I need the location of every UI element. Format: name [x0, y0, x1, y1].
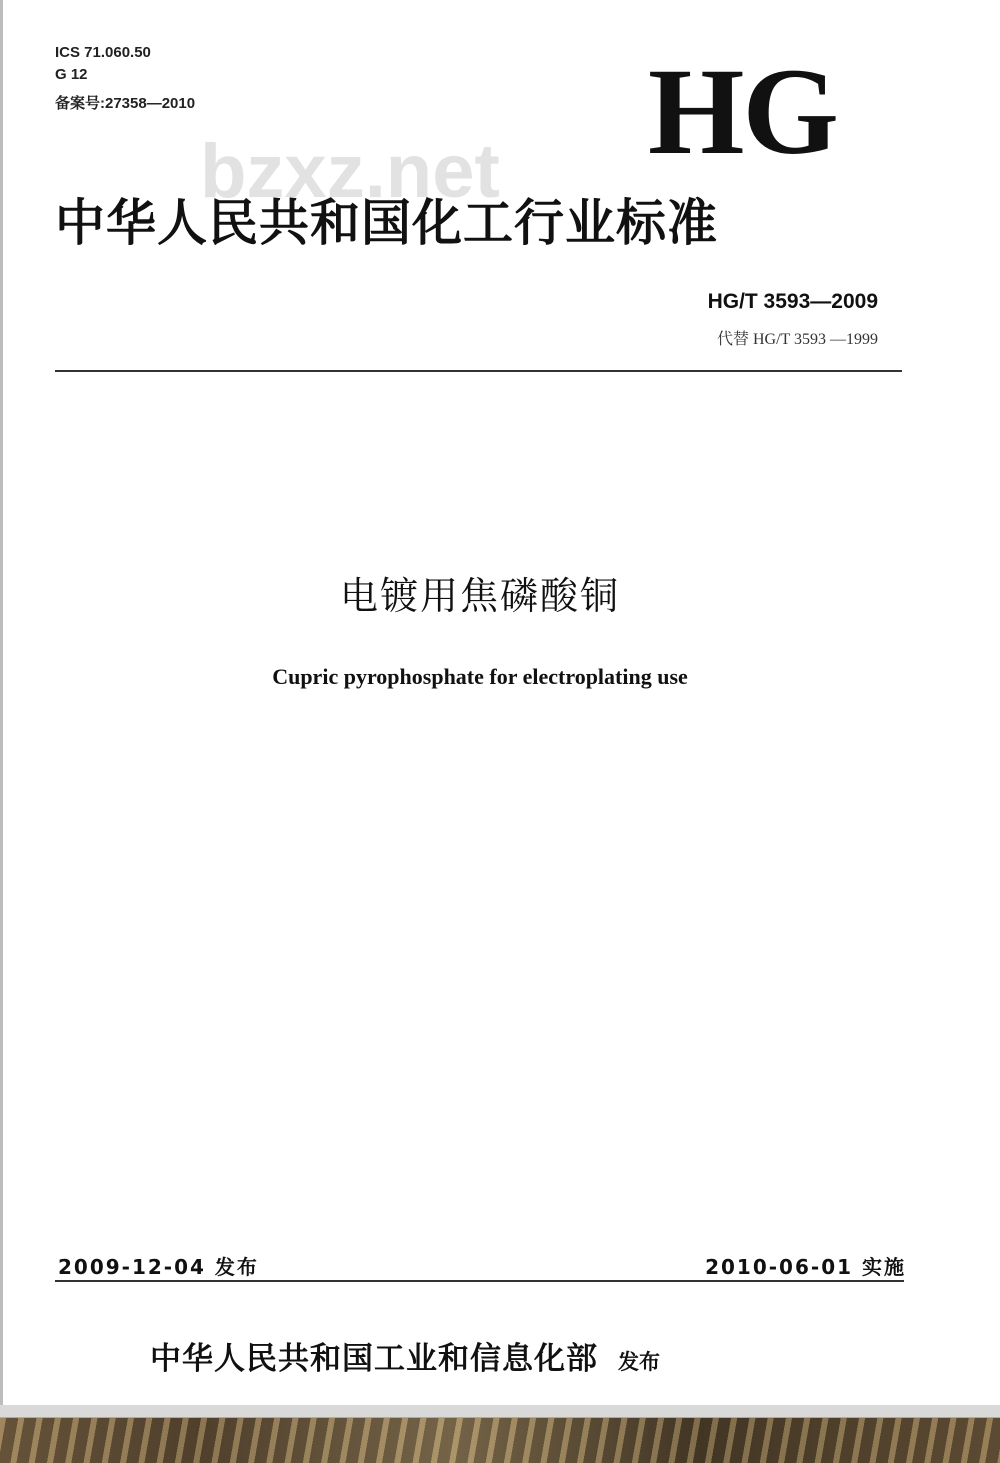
header-divider — [55, 370, 902, 372]
footer-divider — [55, 1280, 904, 1282]
publisher — [150, 1333, 660, 1378]
replaces-standard: 代替 HG/T 3593 —1999 — [716, 331, 878, 348]
issuing-authority: 中华人民共和国工业和信息化部 — [150, 1341, 598, 1377]
document-title-en: Cupric pyrophosphate for electroplating use — [272, 664, 688, 689]
issue-date: 2009-12-04 发布 — [58, 1255, 259, 1279]
filing-number: 备案号:27358—2010 — [55, 95, 196, 112]
hg-logo: HG — [648, 43, 837, 180]
page-edge — [0, 0, 3, 1405]
watermark: bzxz.net — [200, 129, 500, 214]
effective-date: 2010-06-01 实施 — [705, 1255, 906, 1279]
publish-label: 发布 — [618, 1350, 660, 1374]
landscape-photo-fragment — [0, 1418, 1000, 1463]
document-title-cn: 电镀用焦磷酸铜 — [339, 574, 620, 618]
classification-code: G 12 — [55, 66, 88, 83]
standard-code: HG/T 3593—2009 — [707, 290, 878, 313]
ics-code: ICS 71.060.50 — [55, 44, 151, 61]
standard-category-title: 中华人民共和国化工行业标准 — [55, 194, 718, 252]
bottom-image-strip — [0, 1405, 1000, 1463]
